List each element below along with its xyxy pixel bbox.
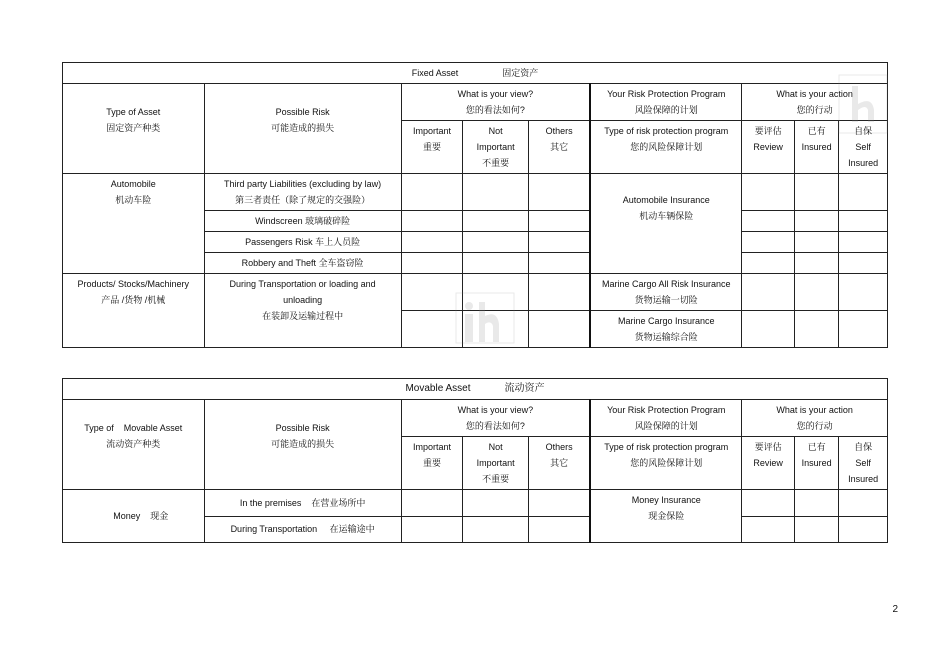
cell-review[interactable] [742, 311, 795, 348]
subheader-insured: 已有 Insured [794, 121, 838, 174]
subheader-review: 要评估 Review [742, 437, 795, 490]
header-possible-risk: Possible Risk 可能造成的损失 [204, 84, 401, 174]
cell-others[interactable] [529, 274, 591, 311]
header-type-of-asset: Type of Asset 固定资产种类 [63, 84, 205, 174]
cell-self-insured[interactable] [839, 516, 888, 543]
cell-review[interactable] [742, 253, 795, 274]
program-marine-cargo: Marine Cargo Insurance 货物运输综合险 [590, 311, 742, 348]
asset-money: Money 现金 [63, 490, 205, 543]
cell-others[interactable] [529, 516, 591, 543]
risk-in-premises: In the premises 在营业场所中 [204, 490, 401, 517]
risk-robbery: Robbery and Theft 全车盗窃险 [204, 253, 401, 274]
cell-self-insured[interactable] [839, 490, 888, 517]
cell-others[interactable] [529, 311, 591, 348]
header-your-action: What is your action 您的行动 [742, 84, 888, 121]
cell-insured[interactable] [794, 311, 838, 348]
cell-insured[interactable] [794, 274, 838, 311]
cell-insured[interactable] [794, 253, 838, 274]
cell-self-insured[interactable] [839, 274, 888, 311]
risk-transportation: During Transportation or loading and unloading 在装卸及运输过程中 [204, 274, 401, 348]
asset-automobile: Automobile 机动车险 [63, 174, 205, 274]
risk-during-transportation: During Transportation 在运输途中 [204, 516, 401, 543]
cell-not-important[interactable] [463, 516, 529, 543]
subheader-insured: 已有 Insured [794, 437, 838, 490]
header-type-of-movable-asset: Type of Movable Asset 流动资产种类 [63, 400, 205, 490]
cell-important[interactable] [401, 253, 463, 274]
cell-insured[interactable] [794, 232, 838, 253]
page-number: 2 [892, 604, 898, 615]
subheader-program-type: Type of risk protection program 您的风险保障计划 [590, 437, 742, 490]
cell-review[interactable] [742, 490, 795, 517]
subheader-self-insured: 自保 Self Insured [839, 437, 888, 490]
asset-products: Products/ Stocks/Machinery 产品 /货物 /机械 [63, 274, 205, 348]
subheader-important: Important 重要 [401, 121, 463, 174]
cell-not-important[interactable] [463, 253, 529, 274]
cell-review[interactable] [742, 211, 795, 232]
subheader-not-important: Not Important 不重要 [463, 437, 529, 490]
header-protection-program: Your Risk Protection Program 风险保障的计划 [590, 400, 742, 437]
cell-insured[interactable] [794, 516, 838, 543]
program-marine-all-risk: Marine Cargo All Risk Insurance 货物运输一切险 [590, 274, 742, 311]
cell-self-insured[interactable] [839, 311, 888, 348]
cell-review[interactable] [742, 274, 795, 311]
cell-important[interactable] [401, 174, 463, 211]
watermark-logo-icon [838, 74, 888, 134]
cell-review[interactable] [742, 174, 795, 211]
risk-passengers: Passengers Risk 车上人员险 [204, 232, 401, 253]
cell-important[interactable] [401, 274, 463, 311]
header-your-action: What is your action 您的行动 [742, 400, 888, 437]
fixed-asset-title: Fixed Asset 固定资产 [63, 63, 888, 84]
movable-asset-table [62, 378, 888, 543]
movable-asset-title: Movable Asset 流动资产 [63, 379, 888, 400]
table-row [63, 490, 888, 517]
cell-not-important[interactable] [463, 174, 529, 211]
cell-others[interactable] [529, 174, 591, 211]
cell-others[interactable] [529, 232, 591, 253]
cell-important[interactable] [401, 516, 463, 543]
program-automobile-insurance: Automobile Insurance 机动车辆保险 [590, 174, 742, 274]
subheader-program-type: Type of risk protection program 您的风险保障计划 [590, 121, 742, 174]
cell-not-important[interactable] [463, 490, 529, 517]
cell-others[interactable] [529, 490, 591, 517]
watermark-logo-icon [455, 292, 515, 344]
subheader-not-important: Not Important 不重要 [463, 121, 529, 174]
cell-self-insured[interactable] [839, 253, 888, 274]
cell-others[interactable] [529, 253, 591, 274]
header-your-view: What is your view? 您的看法如何? [401, 400, 590, 437]
table-row [63, 174, 888, 211]
subheader-others: Others 其它 [529, 121, 591, 174]
cell-not-important[interactable] [463, 232, 529, 253]
cell-insured[interactable] [794, 490, 838, 517]
cell-insured[interactable] [794, 174, 838, 211]
cell-not-important[interactable] [463, 211, 529, 232]
header-possible-risk: Possible Risk 可能造成的损失 [204, 400, 401, 490]
cell-review[interactable] [742, 516, 795, 543]
program-money-insurance: Money Insurance 现金保险 [590, 490, 742, 543]
risk-windscreen: Windscreen 玻璃破碎险 [204, 211, 401, 232]
cell-insured[interactable] [794, 211, 838, 232]
subheader-others: Others 其它 [529, 437, 591, 490]
cell-important[interactable] [401, 490, 463, 517]
header-protection-program: Your Risk Protection Program 风险保障的计划 [590, 84, 742, 121]
risk-third-party: Third party Liabilities (excluding by law) 第三者责任（除了规定的交强险） [204, 174, 401, 211]
cell-self-insured[interactable] [839, 211, 888, 232]
subheader-review: 要评估 Review [742, 121, 795, 174]
subheader-important: Important 重要 [401, 437, 463, 490]
cell-self-insured[interactable] [839, 174, 888, 211]
cell-important[interactable] [401, 232, 463, 253]
cell-important[interactable] [401, 311, 463, 348]
cell-important[interactable] [401, 211, 463, 232]
header-your-view: What is your view? 您的看法如何? [401, 84, 590, 121]
cell-self-insured[interactable] [839, 232, 888, 253]
cell-review[interactable] [742, 232, 795, 253]
subheader-self-insured: 自保 Self Insured [839, 121, 888, 174]
cell-others[interactable] [529, 211, 591, 232]
